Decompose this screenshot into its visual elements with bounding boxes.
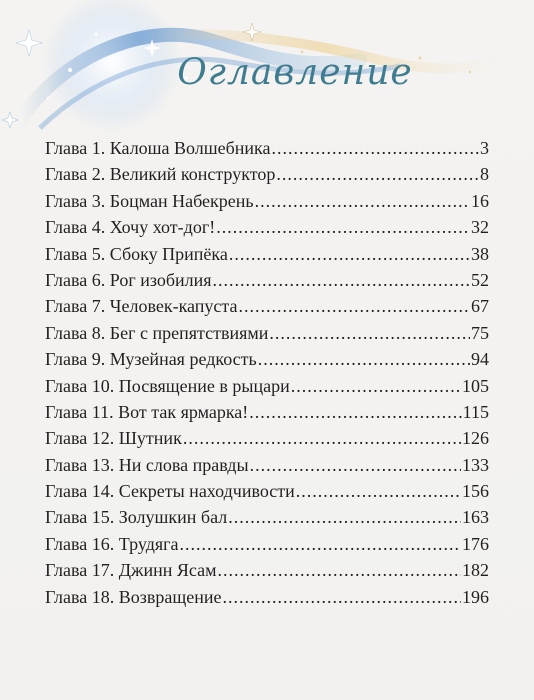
page-title: Оглавление <box>177 52 413 93</box>
toc-entry <box>45 402 489 428</box>
page-number: 3 <box>480 138 489 158</box>
toc-entry <box>45 534 489 560</box>
dot-leader <box>213 270 470 291</box>
dot-leader <box>239 296 471 317</box>
chapter-title: Глава 5. Сбоку Припёка <box>45 243 228 264</box>
toc-entry <box>45 323 489 349</box>
dot-leader <box>249 402 461 423</box>
toc-entry <box>45 191 489 217</box>
page-number: 38 <box>471 243 489 264</box>
chapter-title: Глава 1. Калоша Волшебника <box>45 138 271 158</box>
dot-leader <box>216 217 470 238</box>
chapter-title: Глава 2. Великий конструктор <box>45 164 276 185</box>
dot-leader <box>296 481 461 502</box>
page-number: 67 <box>471 296 489 317</box>
toc-entry <box>45 296 489 322</box>
chapter-title: Глава 3. Боцман Набекрень <box>45 190 254 211</box>
page-number: 105 <box>462 375 489 396</box>
chapter-title: Глава 17. Джинн Ясам <box>45 560 217 581</box>
toc-entry <box>45 164 489 190</box>
page-number: 115 <box>462 401 489 422</box>
dot-leader <box>272 138 479 159</box>
page-number: 182 <box>462 560 489 581</box>
toc-entry <box>45 507 489 533</box>
page-number: 196 <box>462 586 489 607</box>
chapter-title: Глава 9. Музейная редкость <box>45 349 257 370</box>
chapter-title: Глава 10. Посвящение в рыцари <box>45 375 290 396</box>
dot-leader <box>255 191 470 212</box>
dot-leader <box>217 560 461 581</box>
page-number: 52 <box>471 269 489 290</box>
chapter-title: Глава 6. Рог изобилия <box>45 269 212 290</box>
page-number: 8 <box>480 164 489 185</box>
page-number: 156 <box>462 481 489 502</box>
dot-leader <box>269 323 470 344</box>
dot-leader <box>291 376 461 397</box>
dot-leader <box>222 587 461 608</box>
toc-entry <box>45 349 489 375</box>
chapter-title: Глава 18. Возвращение <box>45 586 222 607</box>
chapter-title: Глава 12. Шутник <box>45 428 182 449</box>
toc-entry <box>45 481 489 507</box>
page-number: 176 <box>462 533 489 554</box>
page-number: 75 <box>471 322 489 343</box>
chapter-title: Глава 8. Бег с препятствиями <box>45 322 269 343</box>
dot-leader <box>183 428 461 449</box>
dot-leader <box>276 164 479 185</box>
toc-entry <box>45 428 489 454</box>
toc-entry <box>45 270 489 296</box>
chapter-title: Глава 15. Золушкин бал <box>45 507 228 528</box>
toc-entry <box>45 244 489 270</box>
page-number: 94 <box>471 349 489 370</box>
page-number: 163 <box>462 507 489 528</box>
chapter-title: Глава 7. Человек-капуста <box>45 296 238 317</box>
page-number: 32 <box>471 217 489 238</box>
toc-entry <box>45 217 489 243</box>
dot-leader <box>180 534 461 555</box>
toc-entry <box>45 376 489 402</box>
dot-leader <box>228 507 461 528</box>
toc-entry <box>45 560 489 586</box>
dot-leader <box>229 244 470 265</box>
table-of-contents <box>45 138 489 613</box>
chapter-title: Глава 4. Хочу хот-дог! <box>45 217 216 238</box>
page-number: 133 <box>462 454 489 475</box>
chapter-title: Глава 11. Вот так ярмарка! <box>45 401 249 422</box>
chapter-title: Глава 16. Трудяга <box>45 533 179 554</box>
toc-entry <box>45 138 489 164</box>
toc-entry <box>45 587 489 613</box>
page-number: 126 <box>462 428 489 449</box>
dot-leader <box>258 349 470 370</box>
chapter-title: Глава 14. Секреты находчивости <box>45 481 295 502</box>
chapter-title: Глава 13. Ни слова правды <box>45 454 249 475</box>
toc-entry <box>45 455 489 481</box>
dot-leader <box>250 455 461 476</box>
page-number: 16 <box>471 190 489 211</box>
